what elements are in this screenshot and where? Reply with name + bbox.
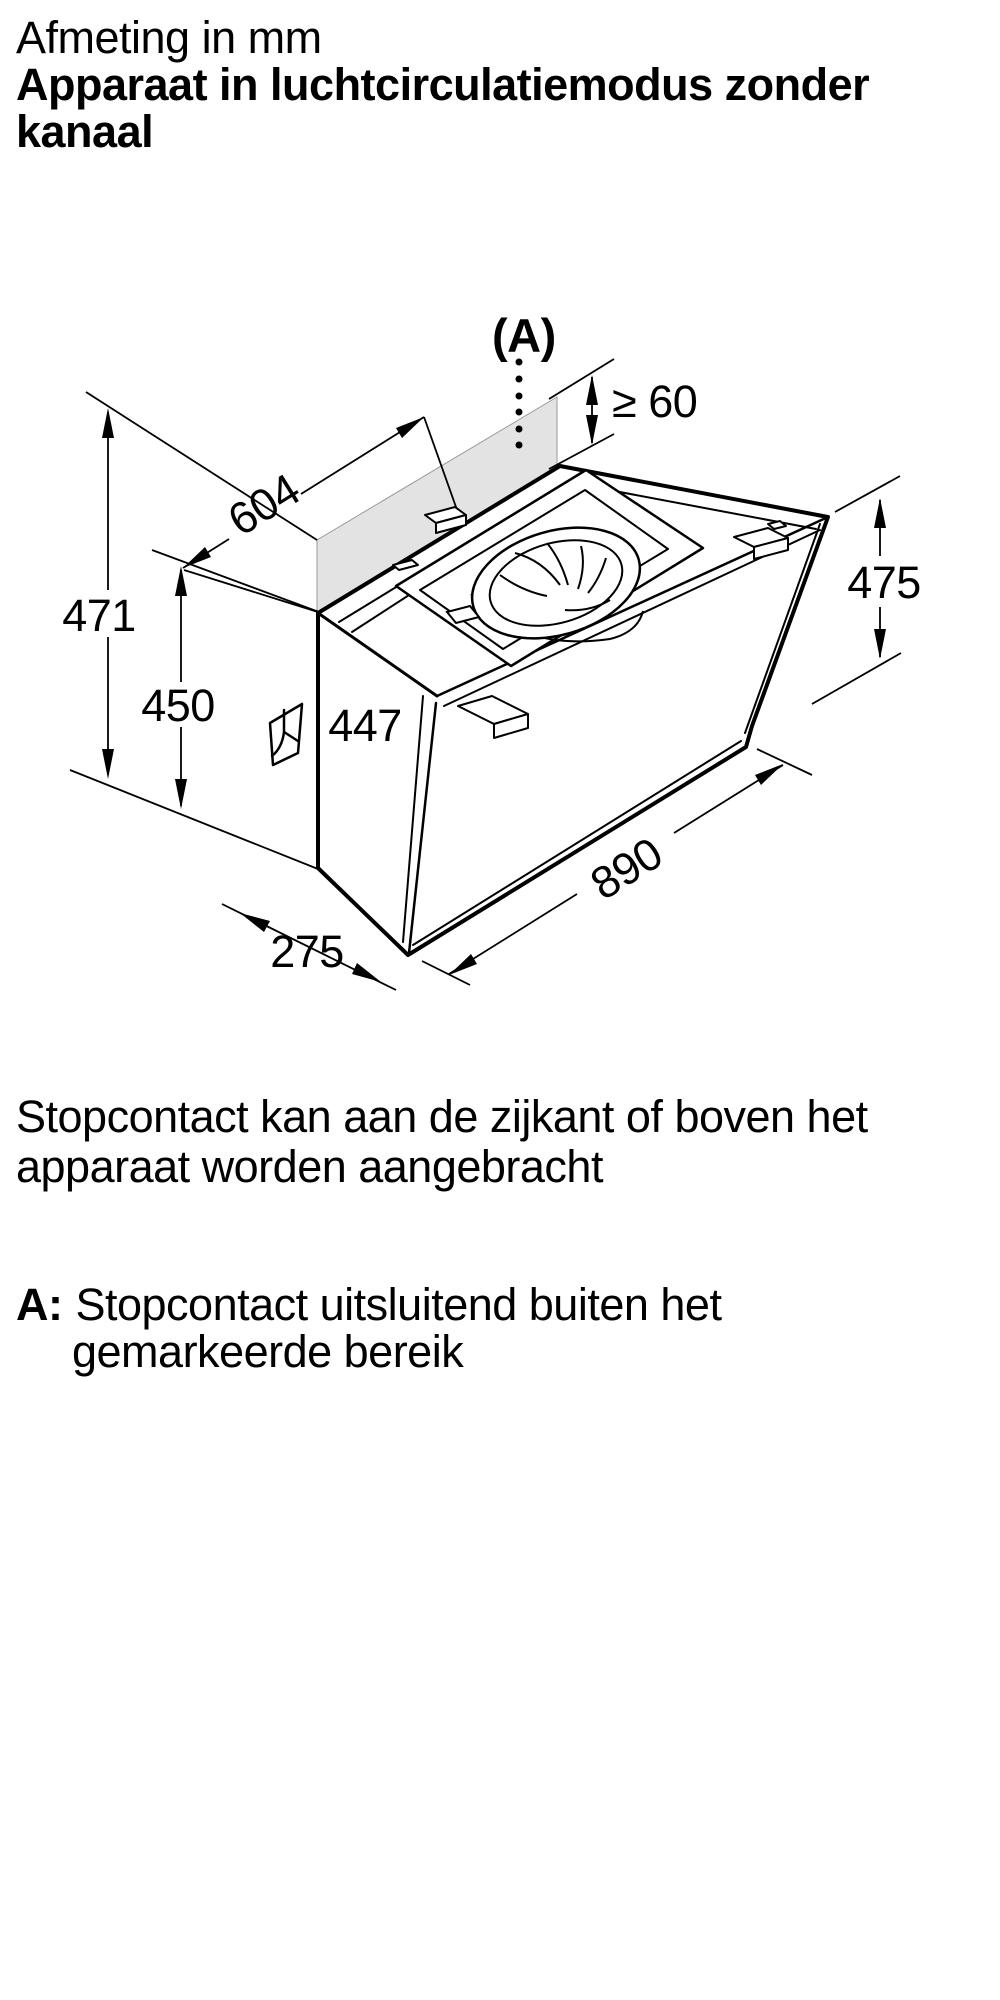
dimension-label-475: 475 — [847, 557, 921, 608]
note-socket-placement-line1: Stopcontact kan aan de zijkant of boven het — [16, 1091, 868, 1142]
page-title-wrap: kanaal — [16, 106, 154, 157]
dimension-label-min-clearance: ≥ 60 — [612, 376, 698, 427]
page-title: Apparaat in luchtcirculatiemodus zonder — [16, 59, 870, 110]
note-socket-placement — [16, 1092, 868, 1192]
dimension-label-point-a: (A) — [492, 309, 556, 362]
dimension-label-447: 447 — [328, 700, 402, 751]
page-subtitle: Afmeting in mm — [16, 12, 322, 63]
dimension-label-450: 450 — [141, 680, 215, 731]
dimension-label-471: 471 — [62, 590, 136, 641]
note-marked-area-prefix: A: — [16, 1279, 63, 1330]
note-marked-area — [16, 1281, 721, 1375]
dimension-label-275: 275 — [270, 926, 344, 977]
dimension-label-604: 604 — [219, 463, 309, 546]
note-marked-area-line2: gemarkeerde bereik — [72, 1326, 464, 1377]
note-socket-placement-line2: apparaat worden aangebracht — [16, 1141, 603, 1192]
dimension-label-890: 890 — [581, 827, 671, 910]
socket-position-icon — [270, 704, 302, 765]
note-marked-area-line1: Stopcontact uitsluitend buiten het — [75, 1279, 722, 1330]
